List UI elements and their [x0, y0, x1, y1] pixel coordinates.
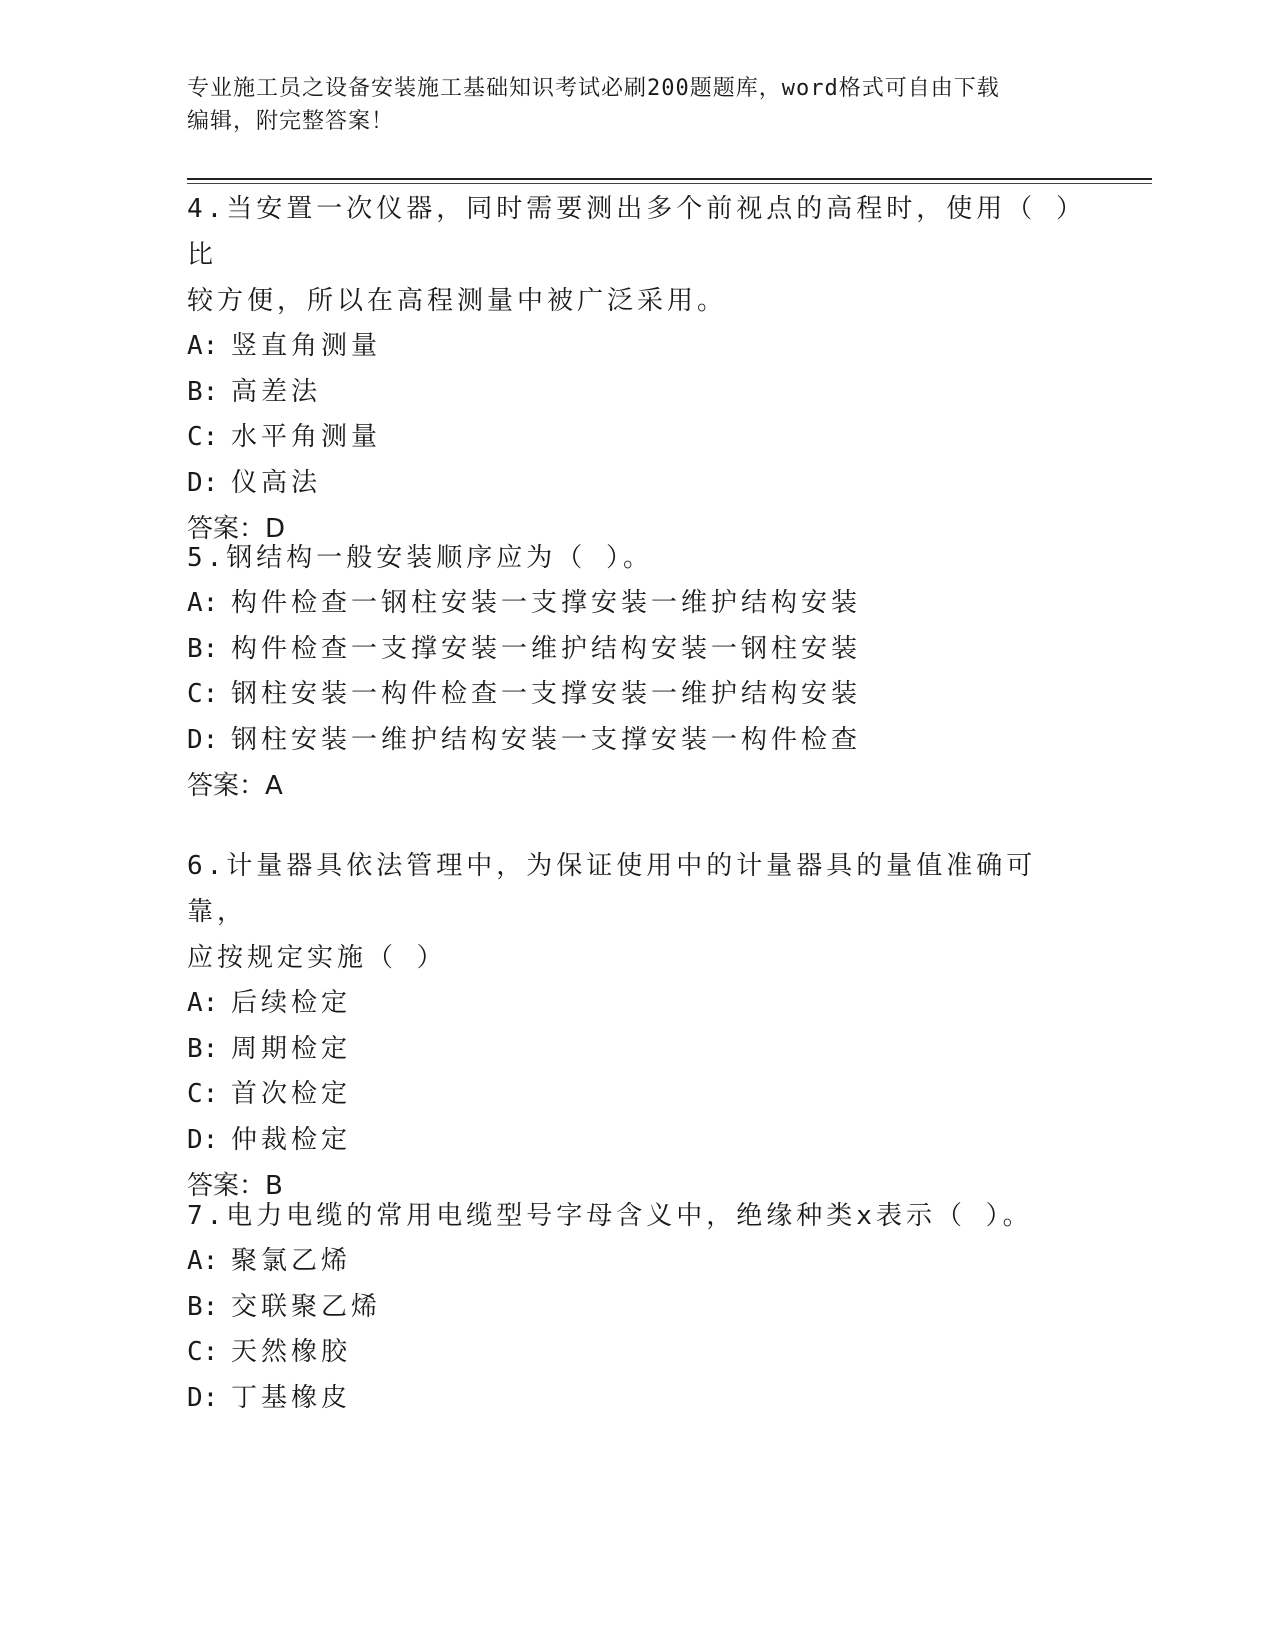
option-letter: B: — [187, 1291, 219, 1322]
option-letter: D: — [187, 467, 219, 498]
document-header — [187, 72, 1087, 138]
option-letter: D: — [187, 724, 219, 755]
answer-line: 答案：A — [187, 771, 283, 802]
question-stem-line: 6.计量器具依法管理中，为保证使用中的计量器具的量值准确可靠， — [187, 851, 1037, 927]
option-a — [187, 324, 1087, 370]
header-line-2: 编辑，附完整答案！ — [187, 109, 395, 134]
question-stem-line: 应按规定实施（ ） — [187, 943, 447, 973]
question-5 — [187, 535, 1087, 809]
option-text: 仪高法 — [231, 467, 322, 498]
option-b — [187, 370, 1087, 416]
option-text: 构件检查一钢柱安装一支撑安装一维护结构安装 — [231, 588, 862, 618]
answer-line: 答案：D — [187, 514, 286, 545]
question-7 — [187, 1193, 1087, 1421]
option-a — [187, 1239, 1087, 1285]
question-stem-line: 4.当安置一次仪器，同时需要测出多个前视点的高程时，使用（ ）比 — [187, 194, 1086, 270]
option-c — [187, 1072, 1087, 1118]
option-text: 聚氯乙烯 — [231, 1246, 352, 1276]
option-d — [187, 461, 1087, 507]
option-letter: B: — [187, 633, 219, 664]
question-4 — [187, 186, 1087, 552]
option-c — [187, 415, 1087, 461]
option-letter: C: — [187, 1079, 219, 1110]
question-stem-line: 5.钢结构一般安装顺序应为（ ）。 — [187, 543, 653, 573]
header-line-1: 专业施工员之设备安装施工基础知识考试必刷200题题库，word格式可自由下载 — [187, 76, 1000, 101]
option-text: 高差法 — [231, 376, 322, 407]
option-b — [187, 1027, 1087, 1073]
option-letter: C: — [187, 679, 219, 710]
option-text: 交联聚乙烯 — [231, 1291, 382, 1322]
question-6 — [187, 843, 1087, 1209]
option-letter: A: — [187, 331, 219, 361]
option-d — [187, 718, 1087, 764]
option-text: 后续检定 — [231, 988, 352, 1018]
option-text: 钢柱安装一维护结构安装一支撑安装一构件检查 — [231, 724, 862, 755]
option-c — [187, 1330, 1087, 1376]
option-text: 首次检定 — [231, 1079, 352, 1110]
option-letter: B: — [187, 376, 219, 407]
option-text: 周期检定 — [231, 1033, 352, 1064]
option-letter: A: — [187, 588, 219, 618]
option-text: 竖直角测量 — [231, 331, 382, 361]
option-text: 天然橡胶 — [231, 1337, 352, 1368]
option-letter: A: — [187, 988, 219, 1018]
option-a — [187, 581, 1087, 627]
option-text: 钢柱安装一构件检查一支撑安装一维护结构安装 — [231, 679, 862, 710]
option-letter: C: — [187, 422, 219, 453]
option-d — [187, 1376, 1087, 1422]
option-letter: D: — [187, 1124, 219, 1155]
option-d — [187, 1118, 1087, 1164]
option-text: 丁基橡皮 — [231, 1382, 352, 1413]
header-divider-thin — [187, 183, 1152, 184]
option-c — [187, 672, 1087, 718]
option-text: 仲裁检定 — [231, 1124, 352, 1155]
option-letter: B: — [187, 1033, 219, 1064]
header-divider-thick — [187, 178, 1152, 180]
answer-line: 答案：B — [187, 1171, 283, 1202]
option-letter: D: — [187, 1382, 219, 1413]
option-text: 水平角测量 — [231, 422, 382, 453]
option-b — [187, 1285, 1087, 1331]
option-letter: A: — [187, 1246, 219, 1276]
option-text: 构件检查一支撑安装一维护结构安装一钢柱安装 — [231, 633, 862, 664]
option-letter: C: — [187, 1337, 219, 1368]
option-a — [187, 981, 1087, 1027]
question-stem-line: 较方便，所以在高程测量中被广泛采用。 — [187, 286, 728, 316]
option-b — [187, 627, 1087, 673]
question-stem-line: 7.电力电缆的常用电缆型号字母含义中，绝缘种类x表示（ ）。 — [187, 1201, 1033, 1231]
